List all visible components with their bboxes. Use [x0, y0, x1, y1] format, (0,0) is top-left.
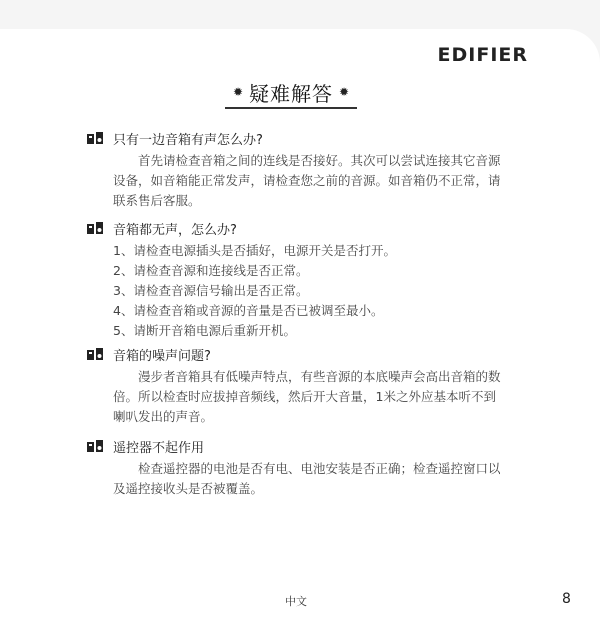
- list-item: 1、请检查电源插头是否插好，电源开关是否打开。: [113, 243, 396, 258]
- page-title-text: 疑难解答: [249, 81, 333, 106]
- faq-answer: 检查遥控器的电池是否有电、电池安装是否正确；检查遥控窗口以及遥控接收头是否被覆盖。: [113, 461, 501, 496]
- speaker-icon: [87, 131, 104, 145]
- faq-section-no-sound: [87, 219, 507, 341]
- list-item: 4、请检查音箱或音源的音量是否已被调至最小。: [113, 303, 384, 318]
- list-item: 5、请断开音箱电源后重新开机。: [113, 323, 296, 338]
- star-icon: ✹: [339, 85, 350, 99]
- faq-question: 音箱的噪声问题?: [87, 345, 507, 363]
- list-item: 2、请检查音源和连接线是否正常。: [113, 263, 309, 278]
- faq-answer: [113, 241, 507, 341]
- faq-question: 遥控器不起作用: [87, 437, 507, 455]
- faq-section-one-side: [87, 129, 507, 211]
- brand-logo: EDIFIER: [437, 44, 528, 66]
- star-icon: ✹: [232, 85, 243, 99]
- faq-answer: 首先请检查音箱之间的连线是否接好。其次可以尝试连接其它音源设备，如音箱能正常发声，请检查您之前的音源。如音箱仍不正常，请联系售后客服。: [113, 153, 501, 208]
- speaker-icon: [87, 347, 104, 361]
- faq-question: 只有一边音箱有声怎么办?: [87, 129, 507, 147]
- page-number: 8: [562, 591, 571, 607]
- faq-question: 音箱都无声，怎么办?: [87, 219, 507, 237]
- speaker-icon: [87, 221, 104, 235]
- faq-answer: 漫步者音箱具有低噪声特点，有些音源的本底噪声会高出音箱的数倍。所以检查时应拔掉音频线，然后开大音量，1米之外应基本听不到喇叭发出的声音。: [113, 369, 501, 424]
- faq-section-noise: [87, 345, 507, 427]
- page-title: [225, 77, 357, 109]
- list-item: 3、请检查音源信号输出是否正常。: [113, 283, 309, 298]
- faq-section-remote: [87, 437, 507, 499]
- speaker-icon: [87, 439, 104, 453]
- footer-language: 中文: [285, 595, 307, 608]
